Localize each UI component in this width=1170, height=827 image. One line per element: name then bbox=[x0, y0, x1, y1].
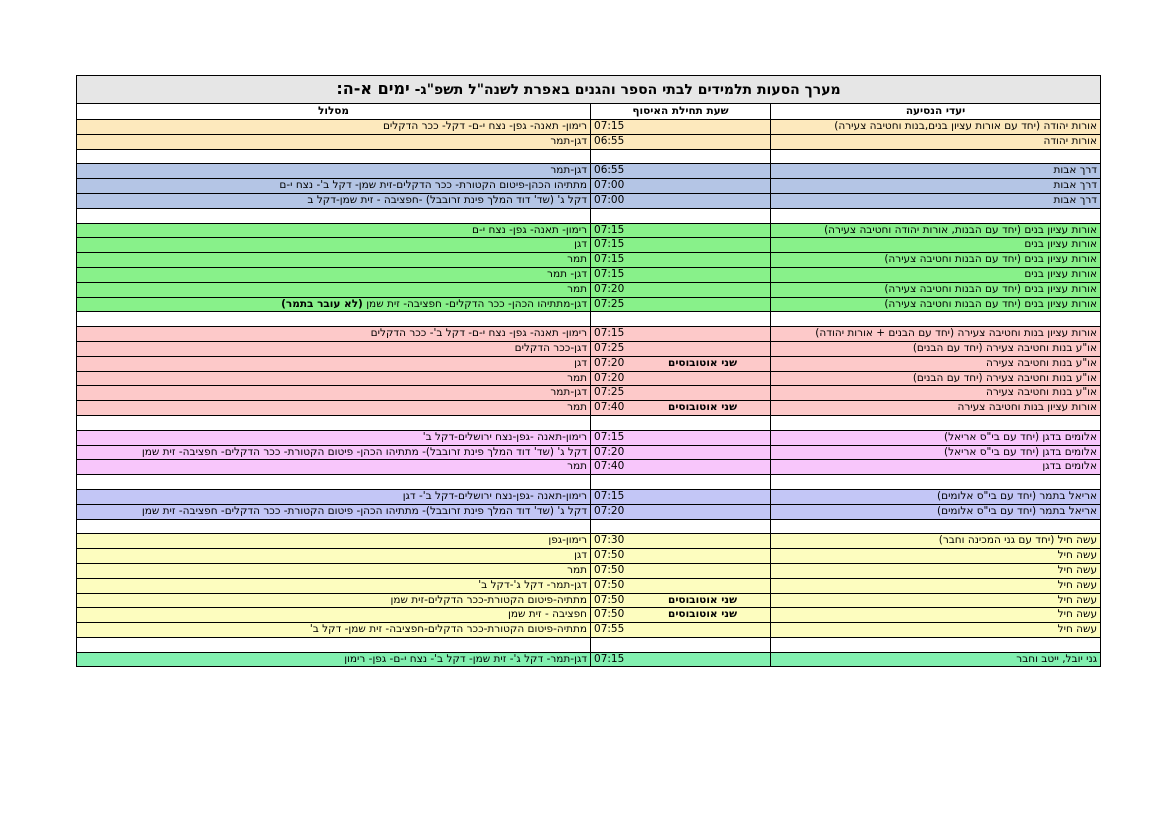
route-cell bbox=[77, 134, 591, 149]
empty-cell bbox=[771, 519, 1101, 534]
destination-cell: אורות עציון בנים (יחד עם הבנות וחטיבה צעירה) bbox=[771, 297, 1101, 312]
table-row bbox=[77, 563, 1101, 578]
pickup-time: 07:20 bbox=[594, 445, 625, 458]
table-row bbox=[77, 593, 1101, 608]
time-cell bbox=[591, 549, 771, 564]
destination-cell: עשה חיל bbox=[771, 623, 1101, 638]
time-cell bbox=[591, 223, 771, 238]
bus-count-note: שני אוטובוסים bbox=[668, 401, 738, 414]
route-text: תמר bbox=[567, 253, 588, 266]
pickup-time: 07:15 bbox=[594, 327, 625, 340]
route-cell bbox=[77, 534, 591, 549]
destination-cell: אורות עציון בנות וחטיבה צעירה (יחד עם הבנים + אורות יהודה) bbox=[771, 327, 1101, 342]
pickup-time: 07:50 bbox=[594, 549, 625, 562]
route-text: דגן bbox=[574, 238, 588, 251]
empty-cell bbox=[77, 637, 591, 652]
route-cell bbox=[77, 253, 591, 268]
destination-cell: אורות עציון בנים (יחד עם הבנות וחטיבה צעירה) bbox=[771, 253, 1101, 268]
separator-row bbox=[77, 415, 1101, 430]
route-cell bbox=[77, 504, 591, 519]
table-row bbox=[77, 238, 1101, 253]
empty-cell bbox=[591, 208, 771, 223]
destination-cell: עשה חיל bbox=[771, 608, 1101, 623]
empty-cell bbox=[591, 519, 771, 534]
destination-cell: אורות עציון בנים bbox=[771, 238, 1101, 253]
time-cell bbox=[591, 608, 771, 623]
time-cell bbox=[591, 504, 771, 519]
time-cell bbox=[591, 578, 771, 593]
time-cell bbox=[591, 593, 771, 608]
route-text: דקל ג' (שד' דוד המלך פינת זרובבל)- מתתיהו הכהן- פיטום הקטורת- ככר הדקלים- חפציבה- זית שמן bbox=[141, 504, 588, 517]
destination-cell: עשה חיל bbox=[771, 578, 1101, 593]
time-cell bbox=[591, 356, 771, 371]
time-cell bbox=[591, 120, 771, 135]
time-cell bbox=[591, 534, 771, 549]
route-text: חפציבה - זית שמן bbox=[507, 608, 588, 621]
table-row bbox=[77, 193, 1101, 208]
time-cell bbox=[591, 563, 771, 578]
pickup-time: 07:20 bbox=[594, 282, 625, 295]
table-row bbox=[77, 120, 1101, 135]
destination-cell: אלומים בדגן (יחד עם בי"ס אריאל) bbox=[771, 430, 1101, 445]
route-text: מתתיהו הכהן-פיטום הקטורת- ככר הדקלים-זית שמן- דקל ב'- נצח י-ם bbox=[279, 179, 588, 192]
time-cell bbox=[591, 327, 771, 342]
pickup-time: 07:20 bbox=[594, 371, 625, 384]
pickup-time: 07:15 bbox=[594, 120, 625, 132]
route-cell bbox=[77, 652, 591, 667]
empty-cell bbox=[77, 475, 591, 490]
pickup-time: 07:50 bbox=[594, 608, 625, 621]
table-row bbox=[77, 489, 1101, 504]
separator-row bbox=[77, 312, 1101, 327]
table-row bbox=[77, 267, 1101, 282]
separator-row bbox=[77, 475, 1101, 490]
route-cell bbox=[77, 223, 591, 238]
pickup-time: 07:15 bbox=[594, 652, 625, 665]
table-row bbox=[77, 179, 1101, 194]
pickup-time: 07:25 bbox=[594, 297, 625, 310]
pickup-time: 07:50 bbox=[594, 563, 625, 576]
table-row bbox=[77, 504, 1101, 519]
sheet-title bbox=[77, 76, 1101, 104]
route-text: רימון- תאנה- גפן- נצח י-ם bbox=[472, 223, 588, 236]
header-route: מסלול bbox=[77, 104, 591, 120]
pickup-time: 06:55 bbox=[594, 134, 625, 147]
table-row bbox=[77, 356, 1101, 371]
schedule-body bbox=[77, 120, 1101, 667]
header-destination: יעדי הנסיעה bbox=[771, 104, 1101, 120]
destination-cell: עשה חיל bbox=[771, 549, 1101, 564]
destination-cell: דרך אבות bbox=[771, 164, 1101, 179]
route-cell bbox=[77, 341, 591, 356]
pickup-time: 07:00 bbox=[594, 179, 625, 192]
table-row bbox=[77, 282, 1101, 297]
pickup-time: 07:00 bbox=[594, 193, 625, 206]
route-text: תמר bbox=[567, 371, 588, 384]
route-text: תמר bbox=[567, 282, 588, 295]
pickup-time: 06:55 bbox=[594, 164, 625, 177]
route-cell bbox=[77, 267, 591, 282]
time-cell bbox=[591, 282, 771, 297]
route-cell bbox=[77, 386, 591, 401]
table-row bbox=[77, 327, 1101, 342]
separator-row bbox=[77, 637, 1101, 652]
route-text: דגן bbox=[574, 549, 588, 562]
route-cell bbox=[77, 371, 591, 386]
time-cell bbox=[591, 386, 771, 401]
table-row bbox=[77, 386, 1101, 401]
route-note: (לא עובר בתמר) bbox=[281, 297, 363, 310]
table-row bbox=[77, 623, 1101, 638]
route-cell bbox=[77, 430, 591, 445]
route-text: רימון-תאנה -גפן-נצח ירושלים-דקל ב'- דגן bbox=[402, 489, 588, 502]
route-cell bbox=[77, 238, 591, 253]
pickup-time: 07:50 bbox=[594, 593, 625, 606]
route-text: רימון- תאנה- גפן- נצח י-ם- דקל ב'- ככר הדקלים bbox=[370, 327, 588, 340]
destination-cell: עשה חיל bbox=[771, 593, 1101, 608]
destination-cell: גני יובל, ייטב וחבר bbox=[771, 652, 1101, 667]
time-cell bbox=[591, 253, 771, 268]
time-cell bbox=[591, 134, 771, 149]
route-text: מתתיה-פיטום הקטורת-ככר הדקלים-חפציבה- זית שמן- דקל ב' bbox=[309, 623, 588, 636]
time-cell bbox=[591, 238, 771, 253]
route-text: דקל ג' (שד' דוד המלך פינת זרובבל) -חפציבה - זית שמן-דקל ב bbox=[307, 193, 588, 206]
route-cell bbox=[77, 563, 591, 578]
route-cell bbox=[77, 623, 591, 638]
title-days: ימים א-ה: bbox=[336, 79, 410, 98]
route-cell bbox=[77, 608, 591, 623]
table-row bbox=[77, 134, 1101, 149]
route-cell bbox=[77, 164, 591, 179]
destination-cell: דרך אבות bbox=[771, 179, 1101, 194]
empty-cell bbox=[591, 312, 771, 327]
pickup-time: 07:15 bbox=[594, 253, 625, 266]
empty-cell bbox=[771, 637, 1101, 652]
empty-cell bbox=[771, 208, 1101, 223]
empty-cell bbox=[77, 312, 591, 327]
route-text: תמר bbox=[567, 563, 588, 576]
table-row bbox=[77, 253, 1101, 268]
destination-cell: עשה חיל bbox=[771, 563, 1101, 578]
title-main: מערך הסעות תלמידים לבתי הספר והגנים באפרת לשנה"ל תשפ"ג- bbox=[409, 82, 841, 98]
empty-cell bbox=[77, 519, 591, 534]
empty-cell bbox=[77, 208, 591, 223]
route-text: דגן- תמר bbox=[547, 267, 588, 280]
time-cell bbox=[591, 445, 771, 460]
route-text: דגן bbox=[574, 356, 588, 369]
pickup-time: 07:40 bbox=[594, 460, 625, 473]
route-cell bbox=[77, 593, 591, 608]
table-row bbox=[77, 652, 1101, 667]
empty-cell bbox=[771, 149, 1101, 164]
destination-cell: אורות עציון בנים (יחד עם הבנות, אורות יהודה וחטיבה צעירה) bbox=[771, 223, 1101, 238]
route-text: דגן-תמר- דקל ג'- זית שמן- דקל ב'- נצח י-ם- גפן- רימון bbox=[344, 652, 588, 665]
route-cell bbox=[77, 549, 591, 564]
empty-cell bbox=[591, 415, 771, 430]
table-row bbox=[77, 297, 1101, 312]
route-text: תמר bbox=[567, 401, 588, 414]
time-cell bbox=[591, 341, 771, 356]
route-cell bbox=[77, 179, 591, 194]
route-text: רימון- תאנה- גפן- נצח י-ם- דקל- ככר הדקלים bbox=[382, 120, 588, 132]
time-cell bbox=[591, 623, 771, 638]
route-cell bbox=[77, 445, 591, 460]
empty-cell bbox=[77, 415, 591, 430]
pickup-time: 07:20 bbox=[594, 356, 625, 369]
route-cell bbox=[77, 282, 591, 297]
time-cell bbox=[591, 179, 771, 194]
route-cell bbox=[77, 327, 591, 342]
destination-cell: עשה חיל (יחד עם גני המכינה וחבר) bbox=[771, 534, 1101, 549]
destination-cell: או"ע בנות וחטיבה צעירה (יחד עם הבנים) bbox=[771, 341, 1101, 356]
destination-cell: או"ע בנות וחטיבה צעירה bbox=[771, 386, 1101, 401]
transport-schedule-table bbox=[76, 75, 1101, 667]
bus-count-note: שני אוטובוסים bbox=[668, 593, 738, 606]
header-time: שעת תחילת האיסוף bbox=[591, 104, 771, 120]
table-row bbox=[77, 549, 1101, 564]
destination-cell: אורות עציון בנים (יחד עם הבנות וחטיבה צעירה) bbox=[771, 282, 1101, 297]
destination-cell: אורות יהודה (יחד עם אורות עציון בנים,בנות וחטיבה צעירה) bbox=[771, 120, 1101, 135]
empty-cell bbox=[591, 149, 771, 164]
time-cell bbox=[591, 267, 771, 282]
route-cell bbox=[77, 401, 591, 416]
empty-cell bbox=[77, 149, 591, 164]
table-row bbox=[77, 341, 1101, 356]
route-cell bbox=[77, 460, 591, 475]
pickup-time: 07:40 bbox=[594, 401, 625, 414]
empty-cell bbox=[771, 312, 1101, 327]
table-row bbox=[77, 371, 1101, 386]
route-text: מתתיה-פיטום הקטורת-ככר הדקלים-זית שמן bbox=[390, 593, 588, 606]
table-row bbox=[77, 578, 1101, 593]
bus-count-note: שני אוטובוסים bbox=[668, 608, 738, 621]
table-row bbox=[77, 164, 1101, 179]
route-cell bbox=[77, 489, 591, 504]
pickup-time: 07:50 bbox=[594, 578, 625, 591]
time-cell bbox=[591, 401, 771, 416]
table-row bbox=[77, 460, 1101, 475]
time-cell bbox=[591, 430, 771, 445]
route-text: תמר bbox=[567, 460, 588, 473]
table-row bbox=[77, 445, 1101, 460]
table-row bbox=[77, 223, 1101, 238]
route-text: רימון-גפן bbox=[548, 534, 588, 547]
empty-cell bbox=[591, 475, 771, 490]
route-text: דגן-תמר bbox=[550, 134, 588, 147]
route-text: דגן-תמר bbox=[550, 164, 588, 177]
separator-row bbox=[77, 519, 1101, 534]
separator-row bbox=[77, 149, 1101, 164]
time-cell bbox=[591, 371, 771, 386]
destination-cell: אריאל בתמר (יחד עם בי"ס אלומים) bbox=[771, 489, 1101, 504]
route-cell bbox=[77, 297, 591, 312]
table-row bbox=[77, 608, 1101, 623]
time-cell bbox=[591, 460, 771, 475]
pickup-time: 07:15 bbox=[594, 489, 625, 502]
destination-cell: אורות יהודה bbox=[771, 134, 1101, 149]
destination-cell: אלומים בדגן bbox=[771, 460, 1101, 475]
time-cell bbox=[591, 489, 771, 504]
route-cell bbox=[77, 578, 591, 593]
destination-cell: אורות עציון בנים bbox=[771, 267, 1101, 282]
time-cell bbox=[591, 297, 771, 312]
empty-cell bbox=[771, 415, 1101, 430]
pickup-time: 07:25 bbox=[594, 386, 625, 399]
time-cell bbox=[591, 193, 771, 208]
route-cell bbox=[77, 120, 591, 135]
route-text: דגן-תמר- דקל ג'-דקל ב' bbox=[478, 578, 588, 591]
table-row bbox=[77, 401, 1101, 416]
destination-cell: אורות עציון בנות וחטיבה צעירה bbox=[771, 401, 1101, 416]
destination-cell: דרך אבות bbox=[771, 193, 1101, 208]
time-cell bbox=[591, 652, 771, 667]
route-text: דקל ג' (שד' דוד המלך פינת זרובבל)- מתתיהו הכהן- פיטום הקטורת- ככר הדקלים- חפציבה- זית שמן bbox=[141, 445, 588, 458]
route-cell bbox=[77, 356, 591, 371]
table-row bbox=[77, 534, 1101, 549]
destination-cell: אריאל בתמר (יחד עם בי"ס אלומים) bbox=[771, 504, 1101, 519]
pickup-time: 07:55 bbox=[594, 623, 625, 636]
destination-cell: או"ע בנות וחטיבה צעירה (יחד עם הבנים) bbox=[771, 371, 1101, 386]
pickup-time: 07:15 bbox=[594, 267, 625, 280]
destination-cell: אלומים בדגן (יחד עם בי"ס אריאל) bbox=[771, 445, 1101, 460]
bus-count-note: שני אוטובוסים bbox=[668, 356, 738, 369]
table-row bbox=[77, 430, 1101, 445]
separator-row bbox=[77, 208, 1101, 223]
pickup-time: 07:25 bbox=[594, 341, 625, 354]
pickup-time: 07:15 bbox=[594, 430, 625, 443]
pickup-time: 07:20 bbox=[594, 504, 625, 517]
empty-cell bbox=[771, 475, 1101, 490]
empty-cell bbox=[591, 637, 771, 652]
destination-cell: או"ע בנות וחטיבה צעירה bbox=[771, 356, 1101, 371]
route-text: דגן-ככר הדקלים bbox=[514, 341, 588, 354]
pickup-time: 07:30 bbox=[594, 534, 625, 547]
pickup-time: 07:15 bbox=[594, 238, 625, 251]
route-text: דגן-תמר bbox=[550, 386, 588, 399]
route-text: רימון-תאנה -גפן-נצח ירושלים-דקל ב' bbox=[422, 430, 588, 443]
route-text: דגן-מתתיהו הכהן- ככר הדקלים- חפציבה- זית שמן bbox=[362, 297, 588, 310]
route-cell bbox=[77, 193, 591, 208]
pickup-time: 07:15 bbox=[594, 223, 625, 236]
time-cell bbox=[591, 164, 771, 179]
